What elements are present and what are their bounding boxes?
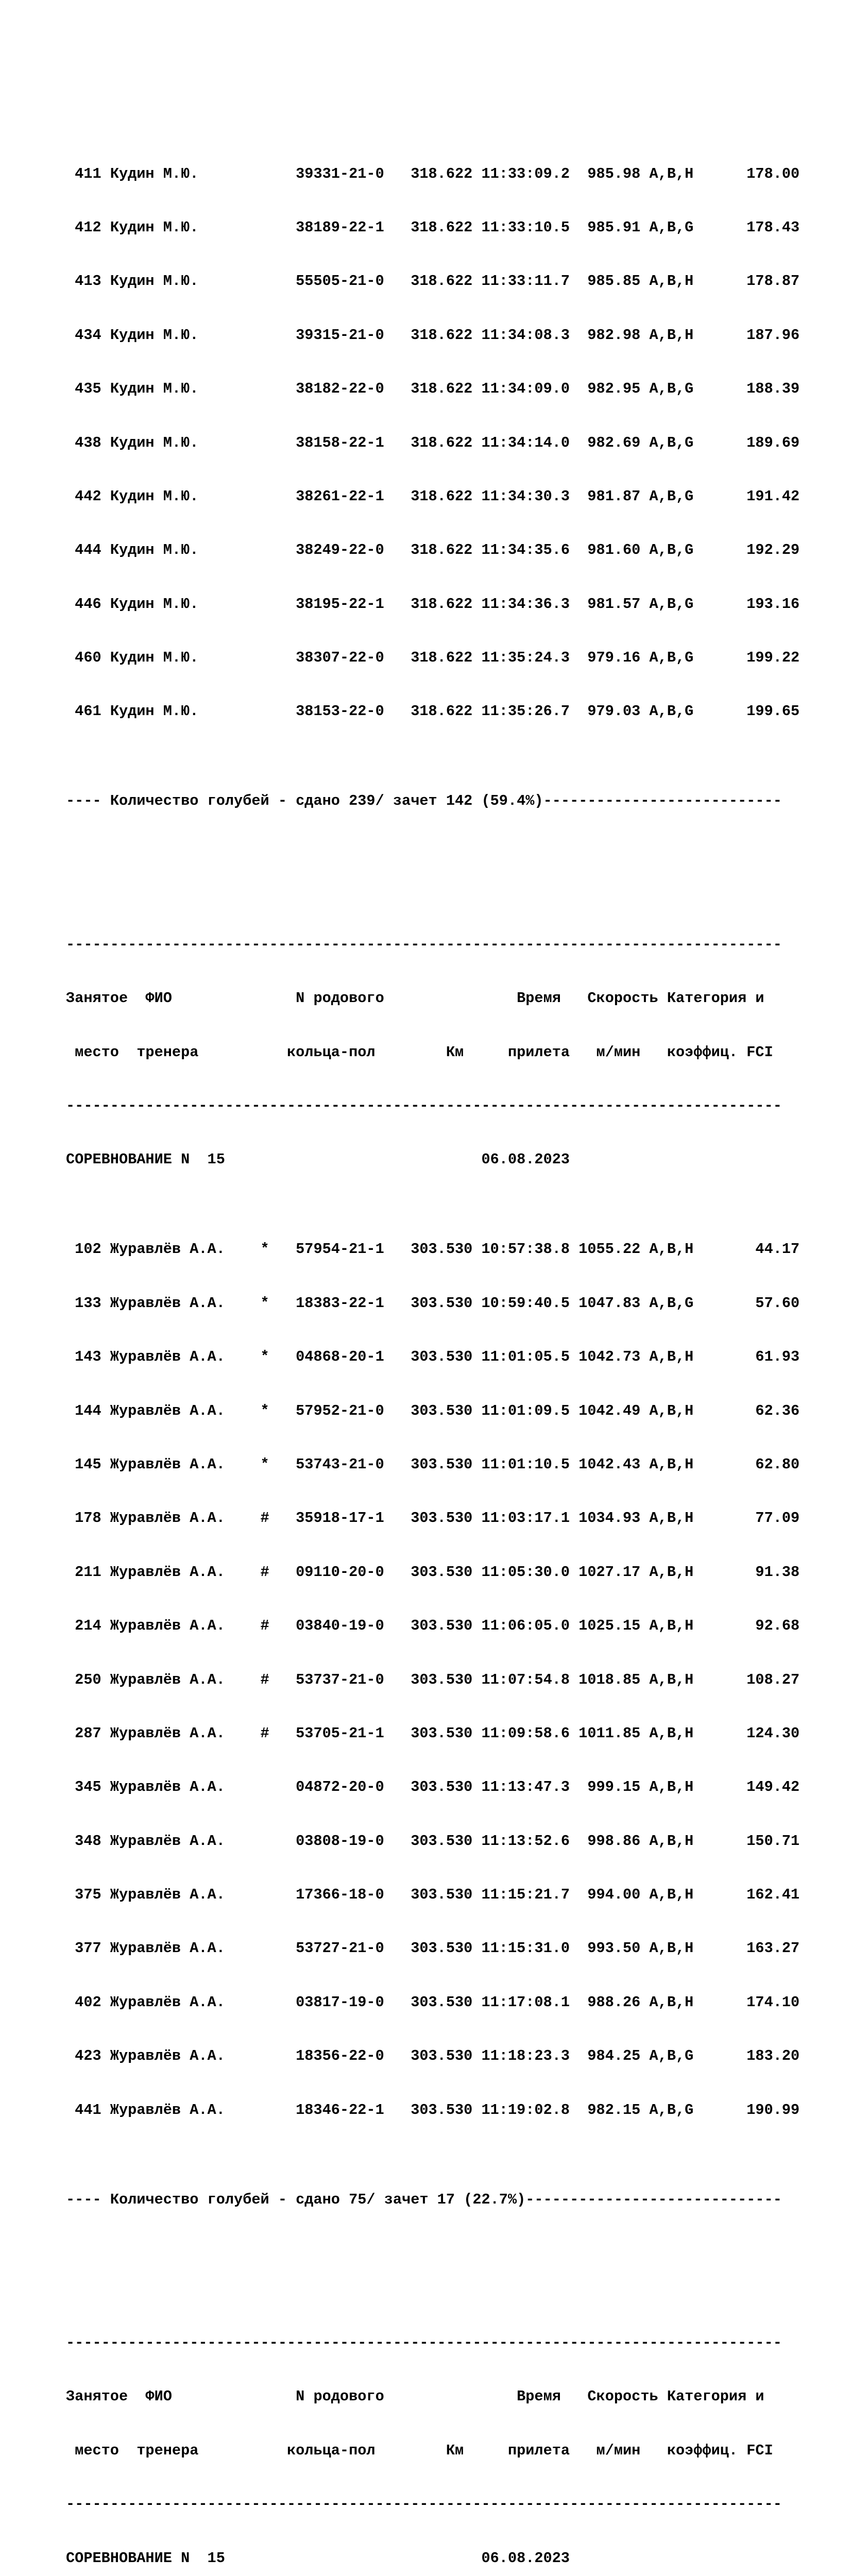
result-row: 444 Кудин М.Ю. 38249-22-0 318.622 11:34:35.6 981.60 A,B,G 192.29 [66,541,800,559]
results-table [66,1205,839,2155]
result-row: 411 Кудин М.Ю. 39331-21-0 318.622 11:33:09.2 985.98 A,B,H 178.00 [66,165,800,182]
divider: --------------------------------------------------------------------------------- [66,936,782,953]
section-zhuravlev [66,900,839,2245]
result-row: 402 Журавлёв А.А. 03817-19-0 303.530 11:17:08.1 988.26 A,B,H 174.10 [66,1993,800,2011]
result-row: 441 Журавлёв А.А. 18346-22-1 303.530 11:19:02.8 982.15 A,B,G 190.99 [66,2101,800,2119]
section-summary: ---- Количество голубей - сдано 239/ зачет 142 (59.4%)--------------------------- [66,792,782,810]
section-averin [66,2298,839,2576]
column-headers-line-2: место тренера кольца-пол Км прилета м/мин коэффиц. FCI [66,2442,773,2459]
column-headers-line-2: место тренера кольца-пол Км прилета м/мин коэффиц. FCI [66,1043,773,1061]
result-row: 442 Кудин М.Ю. 38261-22-1 318.622 11:34:30.3 981.87 A,B,G 191.42 [66,487,800,505]
result-row: 133 Журавлёв А.А. * 18383-22-1 303.530 10:59:40.5 1047.83 A,B,G 57.60 [66,1294,800,1312]
result-row: 214 Журавлёв А.А. # 03840-19-0 303.530 11:06:05.0 1025.15 A,B,H 92.68 [66,1617,800,1635]
results-printout [66,40,839,2576]
competition-title: СОРЕВНОВАНИЕ N 15 06.08.2023 [66,1151,570,1168]
result-row: 435 Кудин М.Ю. 38182-22-0 318.622 11:34:09.0 982.95 A,B,G 188.39 [66,380,800,398]
column-headers-line-1: Занятое ФИО N родового Время Скорость Категория и [66,2388,764,2405]
result-row: 423 Журавлёв А.А. 18356-22-0 303.530 11:18:23.3 984.25 A,B,G 183.20 [66,2047,800,2065]
result-row: 412 Кудин М.Ю. 38189-22-1 318.622 11:33:10.5 985.91 A,B,G 178.43 [66,218,800,236]
result-row: 460 Кудин М.Ю. 38307-22-0 318.622 11:35:24.3 979.16 A,B,G 199.22 [66,649,800,667]
divider: --------------------------------------------------------------------------------- [66,2496,782,2513]
result-row: 287 Журавлёв А.А. # 53705-21-1 303.530 11:09:58.6 1011.85 A,B,H 124.30 [66,1724,800,1742]
divider: --------------------------------------------------------------------------------- [66,2334,782,2351]
result-row: 102 Журавлёв А.А. * 57954-21-1 303.530 10:57:38.8 1055.22 A,B,H 44.17 [66,1241,800,1258]
result-row: 377 Журавлёв А.А. 53727-21-0 303.530 11:15:31.0 993.50 A,B,H 163.27 [66,1940,800,1957]
section-kudin [66,93,839,846]
column-headers-line-1: Занятое ФИО N родового Время Скорость Категория и [66,990,764,1007]
result-row: 211 Журавлёв А.А. # 09110-20-0 303.530 11:05:30.0 1027.17 A,B,H 91.38 [66,1563,800,1581]
results-table [66,129,839,757]
result-row: 461 Кудин М.Ю. 38153-22-0 318.622 11:35:26.7 979.03 A,B,G 199.65 [66,703,800,720]
result-row: 144 Журавлёв А.А. * 57952-21-0 303.530 11:01:09.5 1042.49 A,B,H 62.36 [66,1402,800,1419]
result-row: 178 Журавлёв А.А. # 35918-17-1 303.530 11:03:17.1 1034.93 A,B,H 77.09 [66,1510,800,1527]
result-row: 446 Кудин М.Ю. 38195-22-1 318.622 11:34:36.3 981.57 A,B,G 193.16 [66,595,800,613]
result-row: 375 Журавлёв А.А. 17366-18-0 303.530 11:15:21.7 994.00 A,B,H 162.41 [66,1886,800,1904]
result-row: 145 Журавлёв А.А. * 53743-21-0 303.530 11:01:10.5 1042.43 A,B,H 62.80 [66,1455,800,1473]
divider: --------------------------------------------------------------------------------- [66,1097,782,1115]
result-row: 143 Журавлёв А.А. * 04868-20-1 303.530 11:01:05.5 1042.73 A,B,H 61.93 [66,1348,800,1366]
result-row: 438 Кудин М.Ю. 38158-22-1 318.622 11:34:14.0 982.69 A,B,G 189.69 [66,434,800,451]
result-row: 434 Кудин М.Ю. 39315-21-0 318.622 11:34:08.3 982.98 A,B,H 187.96 [66,326,800,344]
section-summary: ---- Количество голубей - сдано 75/ зачет 17 (22.7%)----------------------------- [66,2191,782,2208]
result-row: 250 Журавлёв А.А. # 53737-21-0 303.530 11:07:54.8 1018.85 A,B,H 108.27 [66,1671,800,1688]
result-row: 413 Кудин М.Ю. 55505-21-0 318.622 11:33:11.7 985.85 A,B,H 178.87 [66,273,800,290]
result-row: 348 Журавлёв А.А. 03808-19-0 303.530 11:13:52.6 998.86 A,B,H 150.71 [66,1832,800,1850]
competition-title: СОРЕВНОВАНИЕ N 15 06.08.2023 [66,2549,570,2567]
result-row: 345 Журавлёв А.А. 04872-20-0 303.530 11:13:47.3 999.15 A,B,H 149.42 [66,1778,800,1796]
